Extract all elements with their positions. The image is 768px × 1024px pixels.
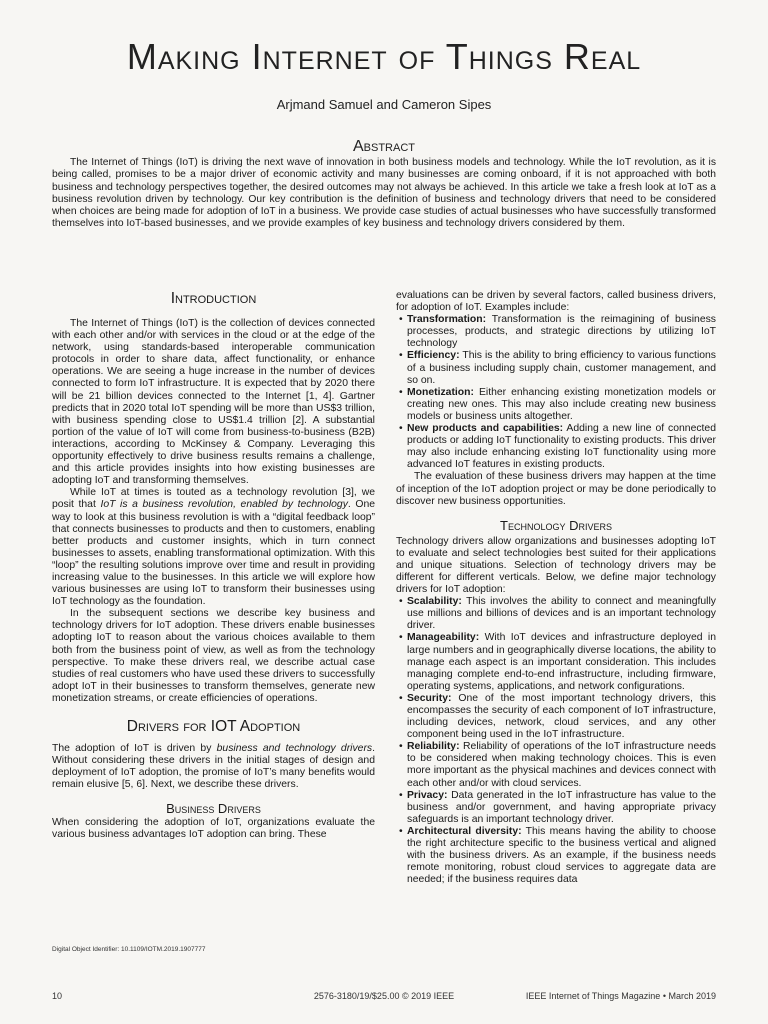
drivers-p1-emphasis: business and technology drivers bbox=[216, 743, 373, 754]
drivers-paragraph bbox=[52, 743, 375, 791]
right-column bbox=[396, 290, 716, 886]
drivers-p1-start: The adoption of IoT is driven by bbox=[52, 743, 217, 754]
business-paragraph-start: When considering the adoption of IoT, organizations evaluate the various business advantages IoT adoption can bring. These bbox=[52, 817, 375, 841]
technology-drivers-heading: Technology Drivers bbox=[500, 517, 612, 533]
left-column bbox=[52, 289, 375, 842]
list-item: • Scalability: This involves the ability to connect and meaningfully use millions and billions of devices and is an important technology driver. bbox=[399, 596, 716, 632]
intro-paragraph-1: The Internet of Things (IoT) is the collection of devices connected with each other and/or with services in the cloud or at the edge of the network, using standards-based interoperable communication protocols in order to share data, affect functionality, or enhance operations. We are seeing a huge increase in the number of devices connected to form IoT infrastructure. It is expected that by 2020 there will be 21 billion devices connected to the Internet [1, 4]. Gartner predicts that in 2020 total IoT spending will be more than US$3 trillion, with business spending close to US$1.4 trillion [2]. A substantial portion of the value of IoT will come from business-to-business (B2B) interactions, according to McKinsey & Company. Leveraging this opportunity effectively to drive business results remains a challenge, and this article provides insights into how existing businesses are adopting IoT and transforming themselves. bbox=[52, 318, 375, 487]
list-item: • Monetization: Either enhancing existing monetization models or creating new ones. This may also include creating new business models or business units altogether. bbox=[399, 386, 716, 422]
page-footer bbox=[52, 991, 716, 1005]
journal-issue: IEEE Internet of Things Magazine • March 2019 bbox=[525, 991, 716, 1001]
list-item: • Architectural diversity: This means having the ability to choose the right architecture specific to the business vertical and aligned with the business drivers. As an example, if the business needs remote monitoring, robust cloud services to aggregate data are needed; if the business requires data bbox=[399, 825, 716, 886]
intro-p2-emphasis: IoT is a business revolution, enabled by technology bbox=[100, 499, 348, 511]
intro-p2-end: . One way to look at this business revolution is with a “digital feedback loop” that connects businesses to products and then to customers, enabling better products and customer insights, which in turn connect businesses to assets, enabling transformational optimization. With this “loop” the resulting solutions improve over time and result in providing increasing value to the businesses. In this article we will explore how various businesses are using IoT to transform their businesses using IoT technology as the foundation. bbox=[52, 499, 376, 608]
intro-p2-start: While IoT at times is touted as a technology revolution [3], we posit that bbox=[52, 487, 375, 511]
technology-drivers-list bbox=[396, 596, 716, 886]
business-drivers-list bbox=[396, 314, 716, 471]
drivers-p1-end: . Without considering these drivers in the initial stages of design and deployment of IoT adoption, the promise of IoT’s many benefits would remain elusive [5, 6]. Next, we describe these drivers. bbox=[52, 743, 375, 791]
doi-line: Digital Object Identifier: 10.1109/IOTM.2019.1907777 bbox=[52, 946, 206, 953]
issn-copyright: 2576-3180/19/$25.00 © 2019 IEEE bbox=[313, 991, 455, 1001]
intro-paragraph-3: In the subsequent sections we describe key business and technology drivers for IoT adoption. These drivers enable businesses adopting IoT to reason about the various choices available to them both from the business point of view, as well as from the technology perspective. To make these drivers real, we describe actual case studies of real customers who have used these drivers to successfully adopt IoT in their businesses to transform themselves, generate new monetization streams, or create efficiencies of operations. bbox=[52, 608, 375, 704]
list-item: • Transformation: Transformation is the reimagining of business processes, products, and strategic directions by utilizing IoT technology bbox=[399, 314, 716, 350]
business-drivers-heading: Business Drivers bbox=[166, 801, 261, 817]
drivers-heading: Drivers for IOT Adoption bbox=[126, 718, 301, 735]
page-number: 10 bbox=[52, 991, 63, 1001]
abstract-text: The Internet of Things (IoT) is driving the next wave of innovation in both business models and technology. While the IoT revolution, as it is being called, promises to be a major driver of economic activity and many businesses are coming onboard, if it is not approached with both business and technology perspectives together, the desired outcomes may not always be achieved. In this article we take a fresh look at IoT as a business revolution driven by technology. Our key contribution is the definition of business and technology drivers that need to be considered when choices are being made for adoption of IoT in a business. We provide case studies of actual businesses who have successfully transformed themselves into IoT-based businesses, and we provide examples of key business and technology drivers considered by them. bbox=[52, 157, 716, 230]
list-item: • Efficiency: This is the ability to bring efficiency to various functions of a business including supply chain, customer management, and so on. bbox=[399, 350, 716, 386]
business-paragraph-continued: evaluations can be driven by several factors, called business drivers, for adoption of IoT. Examples include: bbox=[396, 290, 716, 314]
technology-paragraph: Technology drivers allow organizations and businesses adopting IoT to evaluate and select technologies best suited for their applications and unique situations. Selection of technology drivers may be different for different verticals. Below, we define major technology drivers for IoT adoption: bbox=[396, 535, 716, 596]
list-item: • New products and capabilities: Adding a new line of connected products or adding IoT functionality to existing products. This driver may also include enhancing existing IoT functionality using more advanced IoT features in existing products. bbox=[399, 423, 716, 471]
abstract-heading: Abstract bbox=[352, 138, 415, 155]
list-item: • Security: One of the most important technology drivers, this encompasses the security of each component of IoT infrastructure, including devices, network, cloud services, and any other component being used in the IoT infrastructure. bbox=[399, 692, 716, 741]
list-item: • Privacy: Data generated in the IoT infrastructure has value to the business and/or government, and having appropriate privacy safeguards is an important technology driver. bbox=[399, 789, 716, 825]
intro-paragraph-2 bbox=[52, 487, 375, 608]
business-paragraph-2: The evaluation of these business drivers may happen at the time of inception of the IoT adoption project or may be done periodically to discover new business opportunities. bbox=[396, 471, 716, 507]
article-authors: Arjmand Samuel and Cameron Sipes bbox=[276, 97, 492, 112]
introduction-heading: Introduction bbox=[170, 290, 257, 307]
article-title: Making Internet of Things Real bbox=[126, 36, 642, 77]
list-item: • Reliability: Reliability of operations of the IoT infrastructure needs to be considered when making technology choices. This is even more important as the physical machines and devices connect with each other and/or with cloud services. bbox=[399, 741, 716, 789]
list-item: • Manageability: With IoT devices and infrastructure deployed in large numbers and in geographically diverse locations, the ability to manage each aspect is an important consideration. This includes managing complete end-to-end infrastructure, including firmware, operating systems, applications, and network configurations. bbox=[399, 632, 717, 692]
